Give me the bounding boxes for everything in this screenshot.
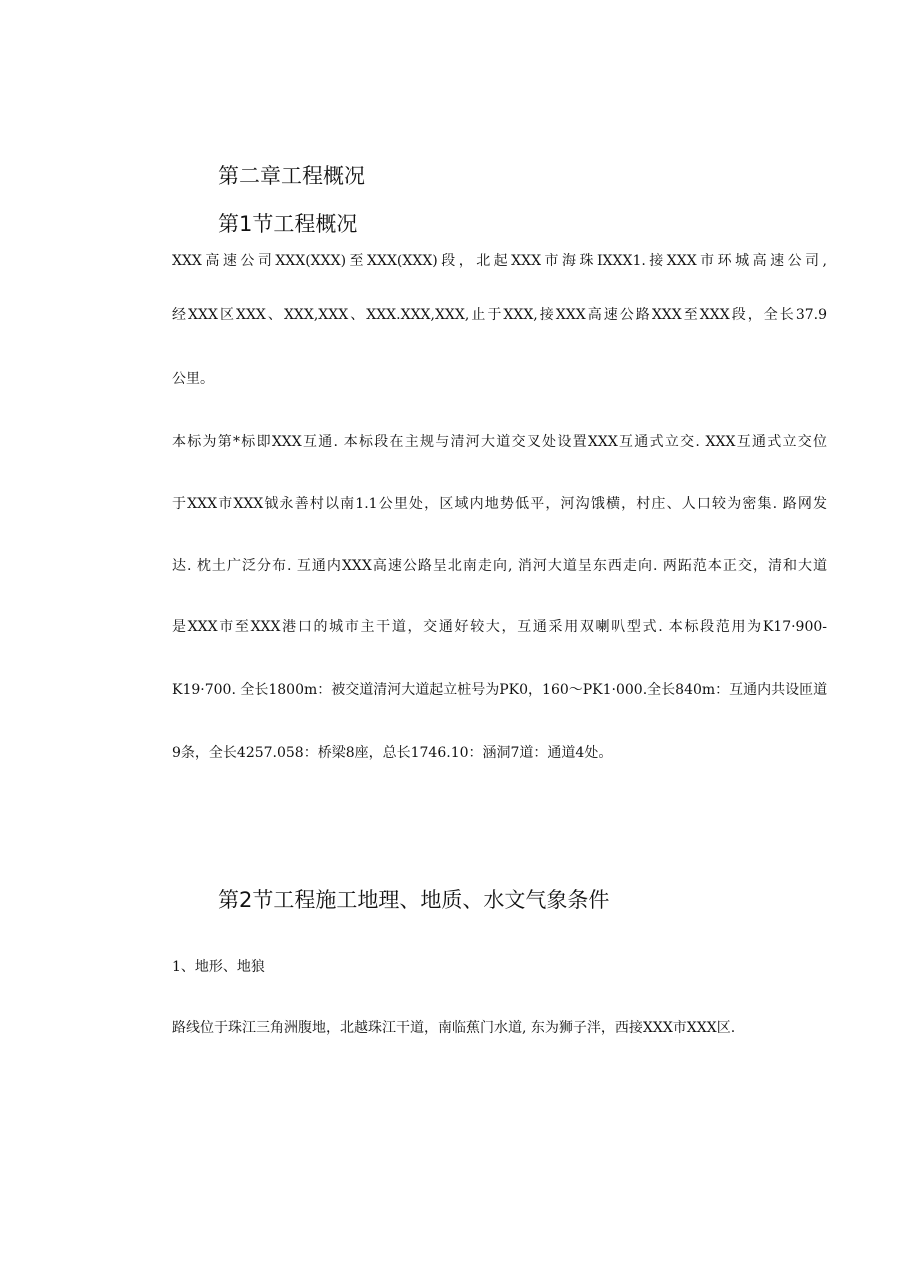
section-1-title: 第1节工程概况 [218,212,358,236]
paragraph-2-line: 达. 枕土广泛分布. 互通内XXX高速公路呈北南走向, 消河大道呈东西走向. 两跖范本正交，清和大道 [172,558,827,574]
paragraph-2-line: 是XXX市至XXX港口的城市主干道，交通好较大，互通采用双喇叭型式. 本标段范用为K17·900- [172,619,827,635]
paragraph-1-line: XXX高速公司XXX(XXX)至XXX(XXX)段，北起XXX市海珠IXXX1.接XXX市环城高速公司, [172,253,827,269]
paragraph-2-line: 9条，全长4257.058：桥梁8座，总长1746.10：涵洞7道：通道4处。 [172,745,613,761]
paragraph-2-line: 本标为第*标即XXX互通. 本标段在主规与清河大道交叉处设置XXX互通式立交. XXX互通式立交位 [172,434,827,450]
paragraph-2-line: 于XXX市XXX钺永善村以南1.1公里处，区域内地势低平，河沟饿横，村庄、人口较为密集. 路网发 [172,496,827,512]
subheading-terrain: 1、地形、地狼 [172,959,265,975]
paragraph-1-line: 经XXX区XXX、XXX,XXX、XXX.XXX,XXX,止于XXX,接XXX高速公路XXX至XXX段，全长37.9 [172,307,827,323]
paragraph-1-line: 公里。 [172,371,214,387]
chapter-title: 第二章工程概况 [218,164,365,188]
paragraph-3-line: 路线位于珠江三角洲腹地，北越珠江干道，南临蕉门水道, 东为狮子泮，西接XXX市XXX区. [172,1020,736,1036]
paragraph-2-line: K19·700. 全长1800m：被交道清河大道起立桩号为PK0，160～PK1·000.全长840m：互通内共设匝道 [172,682,828,698]
section-2-title: 第2节工程施工地理、地质、水文气象条件 [218,888,610,912]
